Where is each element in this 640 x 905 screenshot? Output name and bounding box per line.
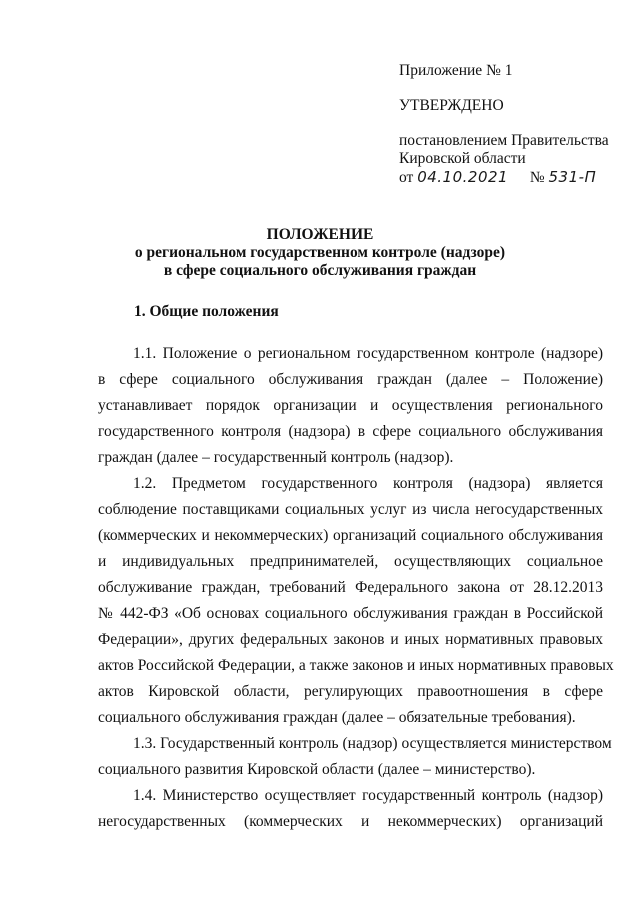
text-line: граждан (далее – государственный контроль (надзор). <box>98 449 454 466</box>
handwritten-number: 531-П <box>548 168 597 186</box>
text-line: № 442-ФЗ «Об основах социального обслуживания граждан в Российской <box>98 605 603 622</box>
text-line: 1.4. Министерство осуществляет государственный контроль (надзор) <box>133 787 603 804</box>
decree-line-2: Кировской области <box>399 150 526 167</box>
document-subtitle-1: о региональном государственном контроле (надзоре) <box>134 244 506 261</box>
text-line: 1.3. Государственный контроль (надзор) осуществляется министерством <box>133 735 612 752</box>
handwritten-date: 04.10.2021 <box>417 168 509 186</box>
text-line: 1.2. Предметом государственного контроля (надзора) является <box>133 475 603 492</box>
text-line: (коммерческих и некоммерческих) организаций социального обслуживания <box>98 527 603 544</box>
number-prefix: № <box>529 169 545 186</box>
text-line: актов Кировской области, регулирующих правоотношения в сфере <box>98 683 603 700</box>
text-line: негосударственных (коммерческих и некоммерческих) организаций <box>98 813 603 830</box>
section-heading: 1. Общие положения <box>134 303 279 320</box>
decree-line-1: постановлением Правительства <box>399 132 609 149</box>
date-prefix: от <box>399 169 414 186</box>
text-line: социального обслуживания граждан (далее – обязательные требования). <box>98 709 576 726</box>
text-line: обслуживание граждан, требований Федерального закона от 28.12.2013 <box>98 579 603 596</box>
text-line: устанавливает порядок организации и осуществления регионального <box>98 397 603 414</box>
document-title: ПОЛОЖЕНИЕ <box>266 226 374 243</box>
text-line: актов Российской Федерации, а также законов и иных нормативных правовых <box>98 657 614 674</box>
text-line: в сфере социального обслуживания граждан (далее – Положение) <box>98 371 603 388</box>
text-line: и индивидуальных предпринимателей, осуществляющих социальное <box>98 553 603 570</box>
decree-date-line <box>399 168 596 187</box>
appendix-label: Приложение № 1 <box>399 62 513 79</box>
text-line: Федерации», других федеральных законов и иных нормативных правовых <box>98 631 603 648</box>
document-subtitle-2: в сфере социального обслуживания граждан <box>163 262 477 279</box>
text-line: государственного контроля (надзора) в сфере социального обслуживания <box>98 423 603 440</box>
text-line: соблюдение поставщиками социальных услуг из числа негосударственных <box>98 501 603 518</box>
text-line: 1.1. Положение о региональном государственном контроле (надзоре) <box>133 345 603 362</box>
approved-label: УТВЕРЖДЕНО <box>399 97 504 114</box>
text-line: социального развития Кировской области (далее – министерство). <box>98 761 536 778</box>
